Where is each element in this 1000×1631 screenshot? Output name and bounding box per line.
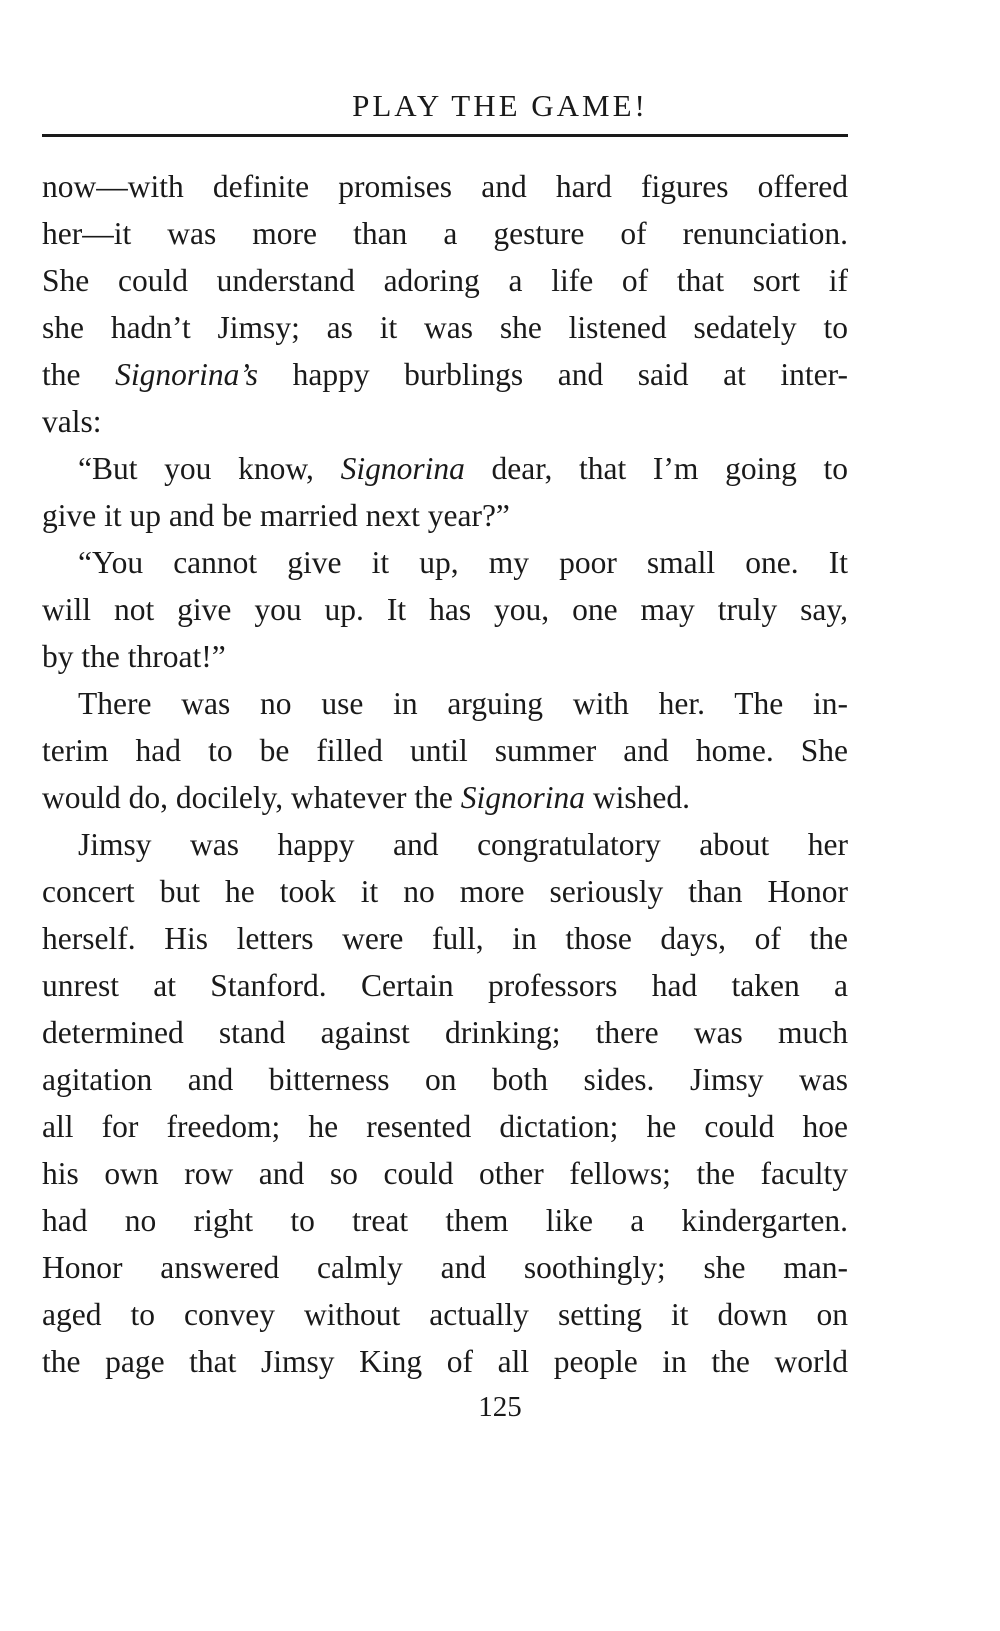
text-line: will not give you up. It has you, one may truly say, [42,592,848,627]
text-line: the page that Jimsy King of all people in the world [42,1344,848,1379]
text-line: agitation and bitterness on both sides. Jimsy was [42,1062,848,1097]
text-line: unrest at Stanford. Certain professors had taken a [42,968,848,1003]
text-line: she hadn’t Jimsy; as it was she listened sedately to [42,310,848,345]
body-text [42,163,848,1385]
text-line: now—with definite promises and hard figures offered [42,169,848,204]
text-line: Honor answered calmly and soothingly; she man- [42,1250,848,1285]
text-line: Jimsy was happy and congratulatory about her [78,827,848,862]
text-line: She could understand adoring a life of that sort if [42,263,848,298]
text-line: by the throat!” [42,639,226,674]
text-line: concert but he took it no more seriously than Honor [42,874,848,909]
page-number: 125 [478,1391,522,1423]
text-line: her—it was more than a gesture of renunciation. [42,216,848,251]
text-line: the Signorina’s happy burblings and said at inter- [42,357,848,392]
text-line: determined stand against drinking; there was much [42,1015,848,1050]
text-line: terim had to be filled until summer and home. She [42,733,848,768]
text-line: his own row and so could other fellows; the faculty [42,1156,848,1191]
text-line: aged to convey without actually setting it down on [42,1297,848,1332]
text-line: vals: [42,404,102,439]
text-line: herself. His letters were full, in those days, of the [42,921,848,956]
text-line: all for freedom; he resented dictation; he could hoe [42,1109,848,1144]
text-line: “You cannot give it up, my poor small one. It [78,545,848,580]
text-line: “But you know, Signorina dear, that I’m going to [78,451,848,486]
header-rule [42,134,848,137]
running-head: PLAY THE GAME! [352,88,648,123]
text-line: would do, docilely, whatever the Signorina wished. [42,780,690,815]
text-line: give it up and be married next year?” [42,498,510,533]
text-line: had no right to treat them like a kindergarten. [42,1203,848,1238]
text-line: There was no use in arguing with her. The in- [78,686,848,721]
